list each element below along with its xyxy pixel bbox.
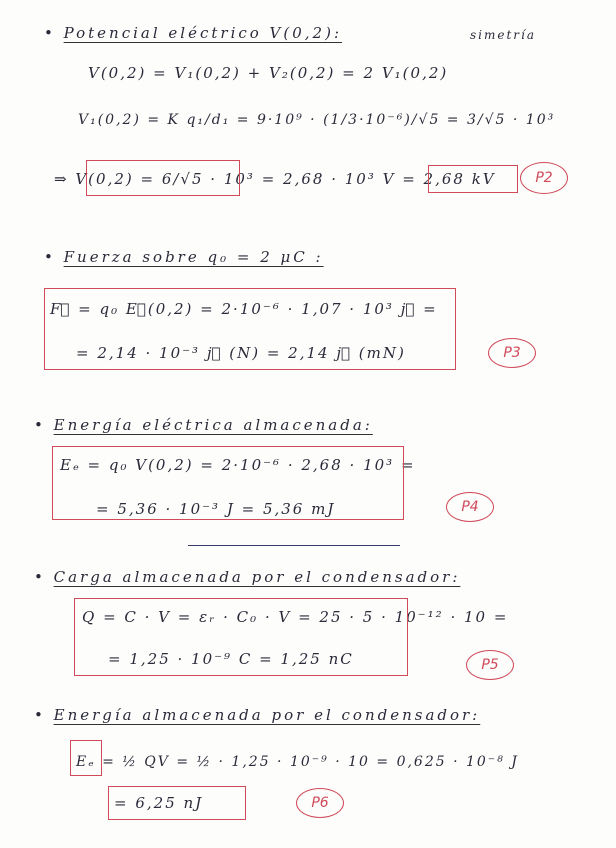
equation-line: Q = C · V = εᵣ · C₀ · V = 25 · 5 · 10⁻¹² · 10 =	[82, 608, 509, 626]
equation-line: = 1,25 · 10⁻⁹ C = 1,25 nC	[108, 650, 354, 668]
equation-line: ⇒ V(0,2) = 6/√5 · 10³ = 2,68 · 10³ V = 2,68 kV	[54, 170, 496, 188]
aside-simetria: simetría	[470, 28, 537, 42]
result-box	[108, 786, 246, 820]
result-box	[70, 740, 102, 776]
problem-badge: P2	[520, 162, 568, 194]
equation-line: F⃗ = q₀ E⃗(0,2) = 2·10⁻⁶ · 1,07 · 10³ j⃗ =	[50, 300, 438, 318]
equation-line: V₁(0,2) = K q₁/d₁ = 9·10⁹ · (1/3·10⁻⁶)/√5 = 3/√5 · 10³	[78, 112, 556, 128]
result-box	[428, 165, 518, 193]
section-title-energia-condensador: • Energía almacenada por el condensador:	[34, 706, 481, 724]
result-box	[52, 446, 404, 520]
equation-line: = 2,14 · 10⁻³ j⃗ (N) = 2,14 j⃗ (mN)	[76, 344, 406, 362]
problem-badge: P3	[488, 338, 536, 368]
result-box	[44, 288, 456, 370]
problem-badge: P4	[446, 492, 494, 522]
equation-line: Eₑ = ½ QV = ½ · 1,25 · 10⁻⁹ · 10 = 0,625 · 10⁻⁸ J	[76, 754, 519, 770]
equation-line: Eₑ = q₀ V(0,2) = 2·10⁻⁶ · 2,68 · 10³ =	[60, 456, 416, 474]
section-title-carga: • Carga almacenada por el condensador:	[34, 568, 461, 586]
result-box	[86, 160, 240, 196]
section-title-fuerza: • Fuerza sobre q₀ = 2 μC :	[44, 248, 324, 266]
result-box	[74, 598, 408, 676]
equation-line: = 5,36 · 10⁻³ J = 5,36 mJ	[96, 500, 336, 518]
section-title-energia: • Energía eléctrica almacenada:	[34, 416, 373, 434]
problem-badge: P5	[466, 650, 514, 680]
equation-line: V(0,2) = V₁(0,2) + V₂(0,2) = 2 V₁(0,2)	[88, 64, 449, 82]
equation-line: = 6,25 nJ	[114, 794, 204, 812]
section-title-potencial: • Potencial eléctrico V(0,2):	[44, 24, 343, 42]
separator-line	[188, 545, 400, 546]
problem-badge: P6	[296, 788, 344, 818]
